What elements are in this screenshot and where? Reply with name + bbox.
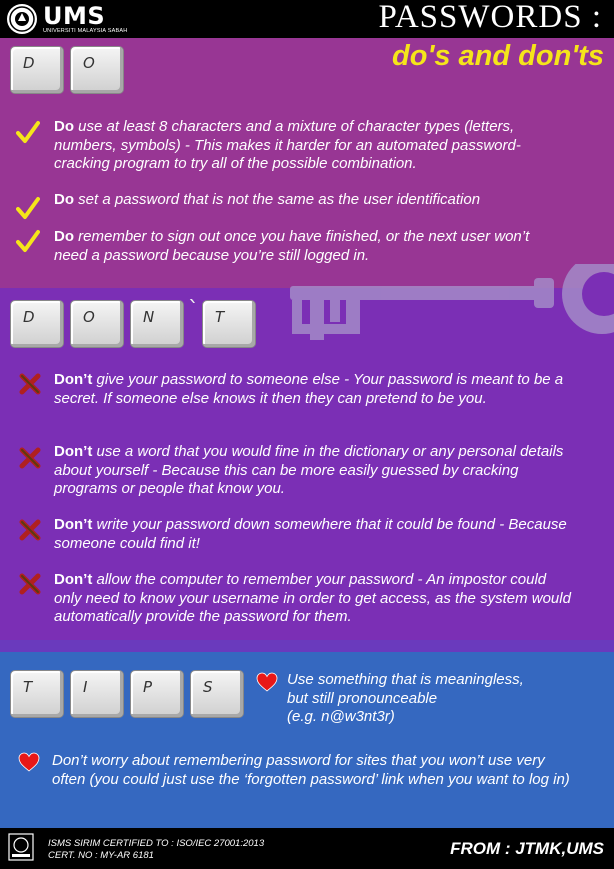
cross-icon: [18, 446, 42, 470]
item-lead: Do: [54, 228, 74, 245]
key-s: [190, 670, 244, 718]
key-t: [10, 670, 64, 718]
section-divider: [0, 640, 614, 652]
ums-crest-icon: [6, 3, 38, 35]
item-text: give your password to someone else - Your password is meant to be a secret. If someone else knows it then they can pretend to be you.: [54, 371, 564, 407]
key-p: [130, 670, 184, 718]
item-text: allow the computer to remember your password - An impostor could only need to know your username in order to get access, as the system would automatically provide the password for them.: [54, 571, 571, 625]
item-text: remember to sign out once you have finished, or the next user won’t need a password because you’re still logged in.: [54, 228, 530, 264]
cross-icon: [18, 372, 42, 396]
key-d: [10, 300, 64, 348]
key-label: S: [203, 678, 213, 696]
heart-icon: [256, 672, 278, 692]
key-label: T: [215, 308, 225, 326]
key-o: [70, 46, 124, 94]
item-lead: Don’t: [54, 516, 93, 533]
key-d: [10, 46, 64, 94]
dont-item: [54, 516, 574, 553]
certification-text: [48, 838, 264, 862]
page-title: PASSWORDS :: [378, 0, 602, 35]
tip-line: Use something that is meaningless,: [287, 671, 524, 688]
header-bar: [0, 0, 614, 38]
logo-subtext: UNIVERSITI MALAYSIA SABAH: [43, 28, 128, 34]
key-label: P: [143, 678, 153, 696]
key-apostrophe: `: [188, 298, 199, 323]
dont-item: [54, 371, 574, 408]
key-n: [130, 300, 184, 348]
tip-item: [287, 671, 607, 727]
cross-icon: [18, 518, 42, 542]
item-text: use a word that you would fine in the dictionary or any personal details about yourself - Because this can be more easily guessed by cracking programs or people that know you.: [54, 443, 564, 497]
key-i: [70, 670, 124, 718]
key-o: [70, 300, 124, 348]
item-text: set a password that is not the same as the user identification: [74, 191, 481, 208]
tip-item: Don’t worry about remembering password for sites that you won’t use very often (you could just use the ‘forgotten password’ link when you want to log in): [52, 752, 570, 788]
do-item: [54, 118, 564, 174]
checkmark-icon: [16, 196, 40, 220]
item-lead: Don’t: [54, 443, 93, 460]
from-credit: FROM : JTMK,UMS: [450, 839, 604, 858]
tip-line: (e.g. n@w3nt3r): [287, 708, 395, 725]
cert-line: CERT. NO : MY-AR 6181: [48, 850, 154, 861]
key-label: I: [83, 678, 88, 696]
tip-line: but still pronounceable: [287, 689, 438, 707]
logo-text: UMS: [43, 2, 106, 30]
heart-icon: [18, 752, 40, 772]
checkmark-icon: [16, 120, 40, 144]
key-label: O: [83, 54, 95, 72]
item-lead: Do: [54, 191, 74, 208]
dont-item: [54, 443, 579, 499]
key-illustration-icon: [282, 264, 614, 354]
item-lead: Don’t: [54, 571, 93, 588]
item-text: write your password down somewhere that it could be found - Because someone could find it!: [54, 516, 567, 552]
sirim-certification-icon: [8, 833, 34, 861]
key-label: D: [23, 308, 35, 326]
cert-line: ISMS SIRIM CERTIFIED TO : ISO/IEC 27001:2013: [48, 838, 265, 849]
do-item: [54, 191, 574, 210]
key-label: N: [143, 308, 155, 326]
cross-icon: [18, 572, 42, 596]
page-subtitle: do's and don'ts: [392, 40, 604, 72]
key-label: O: [83, 308, 95, 326]
key-t: [202, 300, 256, 348]
checkmark-icon: [16, 229, 40, 253]
do-item: [54, 228, 554, 265]
item-lead: Do: [54, 118, 74, 135]
key-label: D: [23, 54, 35, 72]
dont-item: [54, 571, 574, 627]
key-label: T: [23, 678, 33, 696]
item-text: use at least 8 characters and a mixture of character types (letters, numbers, symbols) - This makes it harder for an automated password-cracking program to try all of the possible combination.: [54, 118, 521, 172]
item-lead: Don’t: [54, 371, 93, 388]
